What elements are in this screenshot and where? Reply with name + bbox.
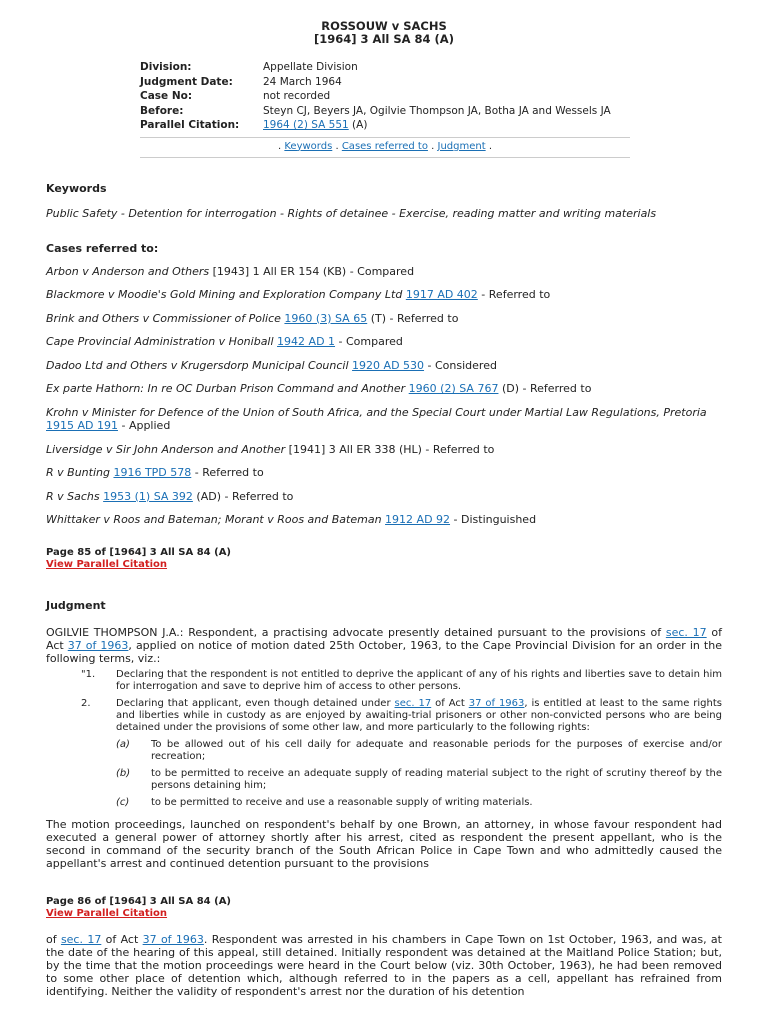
keywords-section — [46, 182, 722, 220]
judgment-paragraph: The motion proceedings, launched on respondent's behalf by one Brown, an attorney, in whose favour respondent had executed a general power of attorney shortly after his arrest, cited as respondent the present appellant, who is the second in command of the security branch of the South African Police in Cape Town and who admittedly caused the appellant's arrest and continued detention pursuant to the provisions — [46, 817, 722, 870]
subterm-letter: (c) — [116, 796, 130, 808]
meta-row-parallel-citation — [140, 118, 630, 133]
case-name: Ex parte Hathorn: In re OC Durban Prison Command and Another — [46, 382, 406, 395]
case-citation-link[interactable]: 1920 AD 530 — [352, 358, 425, 372]
meta-value: Appellate Division — [263, 61, 358, 73]
act-link[interactable]: 37 of 1963 — [142, 932, 204, 946]
case-citation: [1941] 3 All ER 338 (HL) — [285, 442, 422, 456]
case-name: Dadoo Ltd and Others v Krugersdorp Municipal Council — [46, 358, 349, 372]
meta-value: 24 March 1964 — [263, 75, 342, 88]
case-name: R v Sachs — [46, 489, 100, 503]
case-name: Blackmore v Moodie's Gold Mining and Exploration Company Ltd — [46, 288, 403, 301]
cases-heading: Cases referred to: — [46, 241, 159, 255]
nav-link-keywords[interactable]: Keywords — [284, 140, 333, 152]
subterm-text: To be allowed out of his cell daily for adequate and reasonable periods for the purposes of exercise and/or recreation; — [151, 738, 722, 762]
subterm-text: to be permitted to receive and use a reasonable supply of writing materials. — [151, 796, 533, 808]
order-terms-list — [81, 669, 722, 809]
judgment-paragraph — [46, 626, 722, 665]
judgment-paragraph — [46, 933, 722, 998]
case-metadata — [140, 60, 630, 158]
section-link[interactable]: sec. 17 — [665, 625, 707, 639]
case-name: R v Bunting — [46, 466, 110, 479]
paragraph-text: of Act — [46, 625, 723, 652]
order-subterm — [116, 768, 722, 792]
parallel-citation-suffix: (A) — [348, 119, 368, 131]
paragraph-text: . Respondent was arrested in his chambers in Cape Town on 1st October, 1963, and was, at the date of the hearing of this appeal, still detained. Initially respondent was detained at the Maitland Police Station; but, by the time that the motion proceedings were heard in the Court below (viz. 30th October, 1963), he had been removed to some other place of detention which, although referred to in the papers as a cell, appellant has refrained from identifying. Neither the validity of respondent's arrest nor the duration of his detention — [46, 932, 722, 998]
case-treatment: (T) - Referred to — [367, 311, 459, 325]
order-subterm — [116, 739, 722, 763]
case-citation-link[interactable]: 1912 AD 92 — [385, 513, 451, 526]
case-treatment: - Compared — [346, 264, 415, 278]
page-85-marker — [46, 547, 722, 571]
meta-row-judgment-date — [140, 75, 630, 90]
case-treatment: - Distinguished — [450, 513, 537, 526]
meta-label: Judgment Date: — [140, 75, 233, 88]
case-name: Cape Provincial Administration v Honiball — [46, 335, 274, 348]
paragraph-text: , applied on notice of motion dated 25th October, 1963, to the Cape Provincial Division for an order in the following terms, viz.: — [46, 638, 722, 665]
keywords-heading: Keywords — [46, 181, 107, 195]
meta-value: Steyn CJ, Beyers JA, Ogilvie Thompson JA, Botha JA and Wessels JA — [263, 104, 611, 117]
case-treatment: - Referred to — [477, 288, 551, 301]
case-item — [46, 466, 722, 480]
case-treatment: - Compared — [335, 335, 403, 348]
case-treatment: - Referred to — [421, 442, 495, 456]
nav-separator: . — [485, 140, 492, 152]
case-item — [46, 265, 722, 279]
case-name: Brink and Others v Commissioner of Police — [46, 311, 281, 325]
case-citation-link[interactable]: 1960 (2) SA 767 — [408, 382, 499, 395]
term-text-part: of Act — [431, 697, 469, 709]
order-subterms — [116, 739, 722, 809]
case-treatment: - Applied — [117, 419, 171, 432]
term-text: Declaring that the respondent is not entitled to deprive the applicant of any of his rights and liberties save to detain him for interrogation and save to deprive him of access to other persons. — [116, 668, 722, 692]
nav-link-judgment[interactable]: Judgment — [437, 140, 486, 152]
case-citation: [1964] 3 All SA 84 (A) — [314, 32, 454, 46]
case-treatment: - Referred to — [191, 466, 264, 479]
term-number: "1. — [81, 668, 96, 680]
case-item — [46, 513, 722, 527]
view-parallel-citation-link[interactable]: View Parallel Citation — [46, 907, 168, 919]
case-name: Whittaker v Roos and Bateman; Morant v Roos and Bateman — [46, 513, 382, 526]
case-treatment: - Considered — [424, 358, 497, 372]
case-name: Krohn v Minister for Defence of the Union of South Africa, and the Special Court under Martial Law Regulations, Pretoria — [46, 405, 707, 419]
nav-link-cases-referred[interactable]: Cases referred to — [341, 140, 428, 152]
meta-row-case-no — [140, 89, 630, 104]
case-title — [46, 0, 722, 46]
section-link[interactable]: sec. 17 — [60, 932, 102, 946]
page-header: Page 86 of [1964] 3 All SA 84 (A) — [46, 895, 231, 907]
term-text-part: Declaring that applicant, even though detained under — [116, 697, 395, 709]
judgment-section — [46, 599, 722, 870]
case-citation-link[interactable]: 1953 (1) SA 392 — [103, 489, 193, 503]
cases-list — [46, 265, 722, 527]
keywords-text: Public Safety - Detention for interrogation - Rights of detainee - Exercise, reading matter and writing materials — [46, 206, 657, 220]
nav-separator: . — [332, 140, 342, 152]
case-citation-link[interactable]: 1915 AD 191 — [46, 419, 118, 432]
meta-row-division — [140, 60, 630, 75]
paragraph-text: of Act — [101, 932, 143, 946]
meta-label: Case No: — [140, 90, 193, 102]
case-item — [46, 359, 722, 373]
case-citation-link[interactable]: 1917 AD 402 — [405, 288, 478, 301]
case-item — [46, 443, 722, 457]
page-86-marker — [46, 896, 722, 920]
meta-label: Parallel Citation: — [140, 119, 240, 131]
case-citation: [1943] 1 All ER 154 (KB) — [209, 264, 347, 278]
meta-label: Before: — [140, 104, 184, 117]
subterm-letter: (b) — [116, 767, 131, 779]
term-text-part: , is entitled at least to the same rights and liberties while in custody as are enjoyed by awaiting-trial prisoners or other non-convicted persons who are being detained under the provisions of some other law, and more particularly to the following rights: — [116, 697, 722, 733]
section-nav — [140, 137, 630, 158]
nav-separator: . — [278, 140, 285, 152]
order-subterm — [116, 797, 722, 809]
meta-label: Division: — [140, 61, 192, 73]
case-treatment: (D) - Referred to — [498, 382, 592, 395]
subterm-letter: (a) — [116, 738, 130, 750]
parallel-citation-link[interactable]: 1964 (2) SA 551 — [263, 119, 349, 131]
meta-row-before — [140, 104, 630, 119]
case-treatment: (AD) - Referred to — [192, 489, 294, 503]
paragraph-text: OGILVIE THOMPSON J.A.: Respondent, a practising advocate presently detained pursuant to the provisions of — [46, 625, 666, 639]
case-citation-link[interactable]: 1916 TPD 578 — [113, 466, 192, 479]
judgment-heading: Judgment — [46, 598, 106, 612]
case-citation-link[interactable]: 1960 (3) SA 65 — [284, 311, 368, 325]
meta-value: not recorded — [263, 90, 331, 102]
case-item — [46, 490, 722, 504]
paragraph-text: of — [46, 932, 61, 946]
act-link[interactable]: 37 of 1963 — [468, 697, 525, 709]
order-term — [81, 698, 722, 734]
case-item — [46, 335, 722, 349]
nav-separator: . — [427, 140, 438, 152]
term-text — [116, 698, 722, 734]
view-parallel-citation-link[interactable]: View Parallel Citation — [46, 558, 168, 570]
page-header: Page 85 of [1964] 3 All SA 84 (A) — [46, 546, 231, 558]
order-term — [81, 669, 722, 693]
case-citation-link[interactable]: 1942 AD 1 — [277, 335, 336, 348]
section-link[interactable]: sec. 17 — [394, 697, 432, 709]
cases-section — [46, 242, 722, 527]
subterm-text: to be permitted to receive an adequate supply of reading material subject to the right of scrutiny thereof by the persons detaining him; — [151, 767, 722, 791]
case-name: Liversidge v Sir John Anderson and Another — [46, 442, 286, 456]
case-name: ROSSOUW v SACHS — [321, 19, 447, 33]
act-link[interactable]: 37 of 1963 — [67, 638, 129, 652]
case-item — [46, 382, 722, 396]
case-name: Arbon v Anderson and Others — [46, 264, 210, 278]
meta-value — [263, 118, 630, 133]
case-item — [46, 406, 722, 433]
term-number: 2. — [81, 697, 91, 709]
case-item — [46, 288, 722, 302]
case-item — [46, 312, 722, 326]
